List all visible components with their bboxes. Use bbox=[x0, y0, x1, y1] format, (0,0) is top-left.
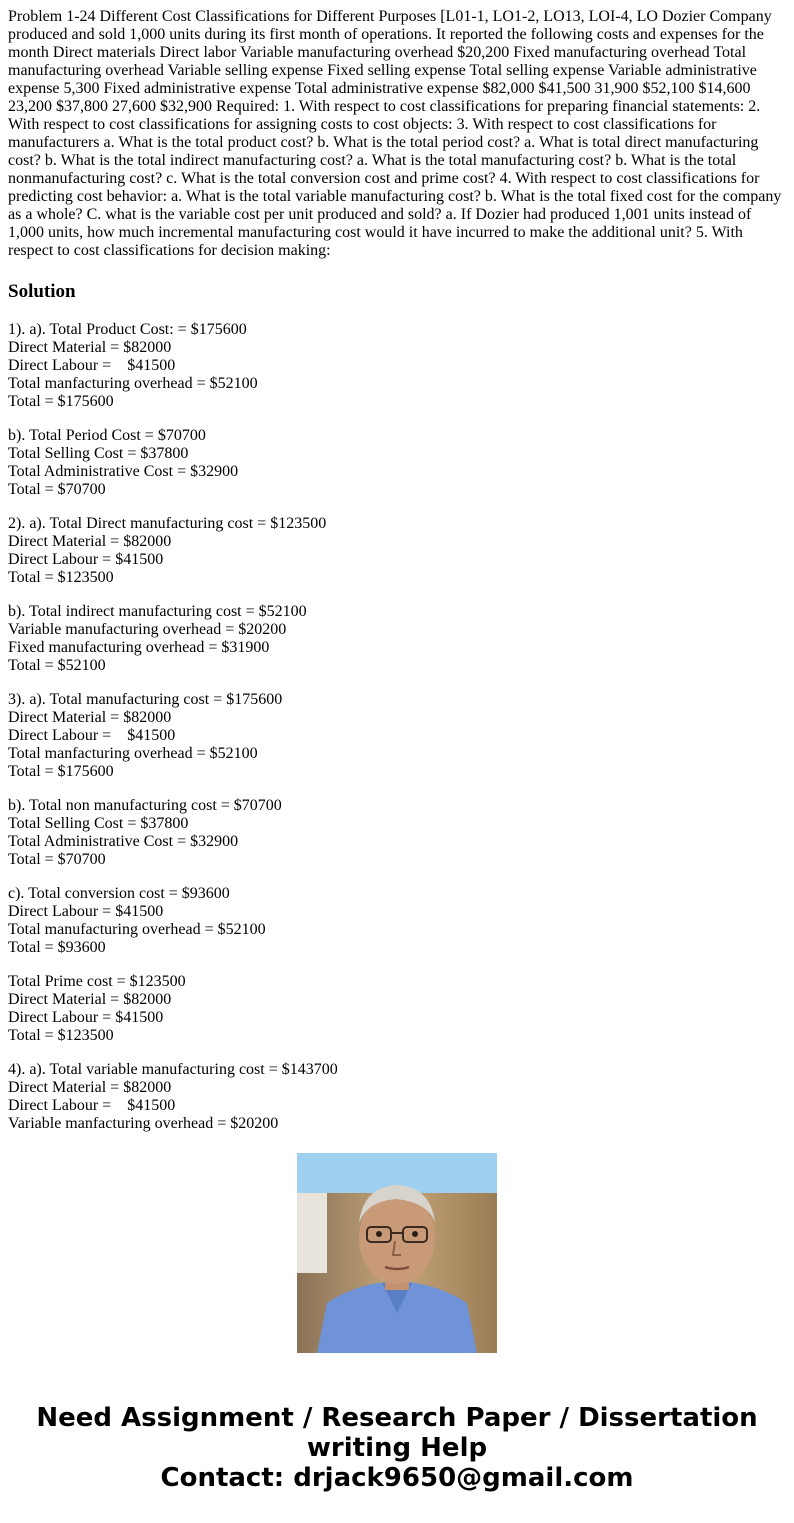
solution-line: Total = $70700 bbox=[8, 851, 106, 868]
solution-question-line: 3). a). Total manufacturing cost = $175600 bbox=[8, 691, 283, 708]
solution-line: Variable manfacturing overhead = $20200 bbox=[8, 1115, 279, 1132]
solution-line: Direct Labour = $41500 bbox=[8, 357, 176, 374]
solution-block bbox=[8, 691, 786, 781]
solution-block bbox=[8, 973, 786, 1045]
solution-line: Total Selling Cost = $37800 bbox=[8, 445, 189, 462]
problem-text: Problem 1-24 Different Cost Classifications for Different Purposes [L01-1, LO1-2, LO13, LOI-4, LO Dozier Company produced and sold 1,000 units during its first month of operations. It reported the following costs and expenses for the month Direct materials Direct labor Variable manufacturing overhead $20,200 Fixed manufacturing overhead Total manufacturing overhead Variable selling expense Fixed selling expense Total selling expense Variable administrative expense 5,300 Fixed administrative expense Total administrative expense $82,000 $41,500 31,900 $52,100 $14,600 23,200 $37,800 27,600 $32,900 Required: 1. With respect to cost classifications for preparing financial statements: 2. With respect to cost classifications for assigning costs to cost objects: 3. With respect to cost classifications for manufacturers a. What is the total product cost? b. What is the total period cost? a. What is total direct manufacturing cost? b. What is the total indirect manufacturing cost? a. What is the total manufacturing cost? b. What is the total nonmanufacturing cost? c. What is the total conversion cost and prime cost? 4. With respect to cost classifications for predicting cost behavior: a. What is the total variable manufacturing cost? b. What is the total fixed cost for the company as a whole? C. what is the variable cost per unit produced and sold? a. If Dozier had produced 1,001 units instead of 1,000 units, how much incremental manufacturing cost would it have incurred to make the additional unit? 5. With respect to cost classifications for decision making: bbox=[8, 8, 782, 259]
solution-line: Total manfacturing overhead = $52100 bbox=[8, 375, 258, 392]
solution-line: Direct Material = $82000 bbox=[8, 1079, 172, 1096]
solution-question-line: b). Total Period Cost = $70700 bbox=[8, 427, 206, 444]
tutor-photo bbox=[297, 1153, 497, 1353]
solution-line: Total manfacturing overhead = $52100 bbox=[8, 745, 258, 762]
solution-block bbox=[8, 1061, 786, 1133]
promo-banner bbox=[0, 1403, 794, 1493]
solution-line: Direct Material = $82000 bbox=[8, 533, 172, 550]
solution-line: Total Administrative Cost = $32900 bbox=[8, 833, 239, 850]
solution-question-line: c). Total conversion cost = $93600 bbox=[8, 885, 230, 902]
solution-block bbox=[8, 321, 786, 411]
promo-line-1: Need Assignment / Research Paper / Dissertation bbox=[36, 1403, 758, 1433]
solution-block bbox=[8, 885, 786, 957]
solution-block bbox=[8, 427, 786, 499]
solution-line: Direct Labour = $41500 bbox=[8, 903, 164, 920]
solution-line: Direct Material = $82000 bbox=[8, 991, 172, 1008]
solution-line: Total = $93600 bbox=[8, 939, 106, 956]
solution-line: Direct Labour = $41500 bbox=[8, 551, 164, 568]
solution-line: Direct Material = $82000 bbox=[8, 339, 172, 356]
solution-line: Total Administrative Cost = $32900 bbox=[8, 463, 239, 480]
solution-question-line: Total Prime cost = $123500 bbox=[8, 973, 186, 990]
solution-line: Direct Labour = $41500 bbox=[8, 1009, 164, 1026]
promo-line-2: writing Help bbox=[306, 1433, 488, 1463]
solution-body bbox=[8, 321, 786, 1133]
solution-line: Direct Material = $82000 bbox=[8, 709, 172, 726]
solution-line: Variable manufacturing overhead = $20200 bbox=[8, 621, 287, 638]
solution-line: Total = $175600 bbox=[8, 393, 114, 410]
solution-line: Total = $52100 bbox=[8, 657, 106, 674]
solution-question-line: b). Total indirect manufacturing cost = $52100 bbox=[8, 603, 307, 620]
solution-heading: Solution bbox=[8, 281, 76, 302]
solution-line: Direct Labour = $41500 bbox=[8, 727, 176, 744]
solution-question-line: 2). a). Total Direct manufacturing cost = $123500 bbox=[8, 515, 327, 532]
document-content bbox=[8, 8, 786, 1132]
solution-question-line: 1). a). Total Product Cost: = $175600 bbox=[8, 321, 247, 338]
solution-question-line: 4). a). Total variable manufacturing cost = $143700 bbox=[8, 1061, 338, 1078]
tutor-avatar bbox=[297, 1153, 497, 1353]
solution-block bbox=[8, 515, 786, 587]
solution-block bbox=[8, 603, 786, 675]
solution-question-line: b). Total non manufacturing cost = $70700 bbox=[8, 797, 282, 814]
solution-line: Total = $123500 bbox=[8, 569, 114, 586]
solution-line: Fixed manufacturing overhead = $31900 bbox=[8, 639, 270, 656]
solution-block bbox=[8, 797, 786, 869]
solution-line: Direct Labour = $41500 bbox=[8, 1097, 176, 1114]
solution-line: Total Selling Cost = $37800 bbox=[8, 815, 189, 832]
solution-line: Total = $175600 bbox=[8, 763, 114, 780]
solution-line: Total = $70700 bbox=[8, 481, 106, 498]
promo-contact: Contact: drjack9650@gmail.com bbox=[160, 1463, 634, 1493]
solution-line: Total manufacturing overhead = $52100 bbox=[8, 921, 266, 938]
solution-line: Total = $123500 bbox=[8, 1027, 114, 1044]
